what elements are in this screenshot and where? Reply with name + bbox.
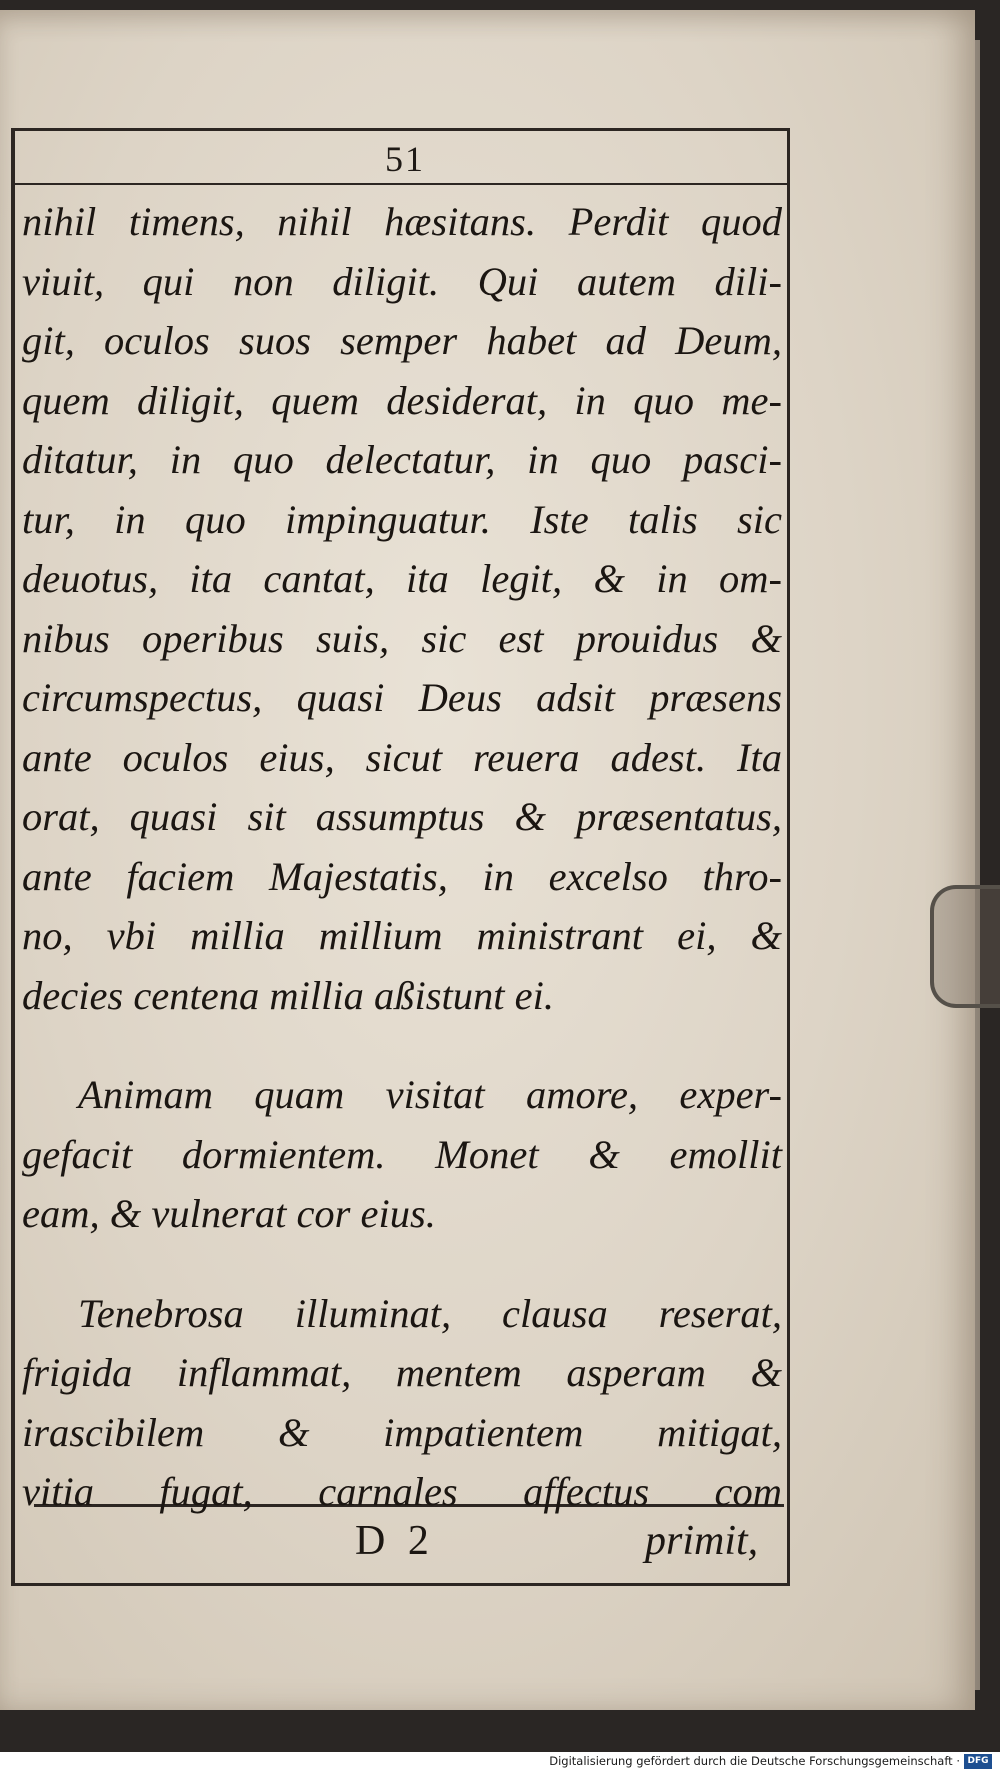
text-line: quem diligit, quem desiderat, in quo me- — [22, 377, 782, 423]
text-line: ditatur, in quo delectatur, in quo pasci- — [22, 437, 782, 482]
text-line: vitia fugat, carnales affectus com — [22, 1469, 782, 1514]
page-clip — [930, 885, 1000, 1008]
text-line: tur, in quo impinguatur. Iste talis sic — [22, 496, 782, 542]
text-line: viuit, qui non diligit. Qui autem dili- — [22, 258, 782, 304]
text-line: no, vbi millia millium ministrant ei, & — [22, 913, 782, 958]
text-line: circumspectus, quasi Deus adsit præsens — [22, 675, 782, 720]
text-line: nihil timens, nihil hæsitans. Perdit quod — [22, 199, 782, 244]
text-line: deuotus, ita cantat, ita legit, & in om- — [22, 556, 782, 601]
text-line: ante faciem Majestatis, in excelso thro- — [22, 853, 782, 899]
text-line: eam, & vulnerat cor eius. — [22, 1191, 436, 1236]
digitization-credit: Digitalisierung gefördert durch die Deutsche Forschungsgemeinschaft · — [549, 1754, 960, 1768]
text-line: Animam quam visitat amore, exper- — [78, 1072, 782, 1117]
text-line: ante oculos eius, sicut reuera adest. Ita — [22, 734, 782, 780]
text-line: frigida inflammat, mentem asperam & — [22, 1350, 782, 1395]
text-line: orat, quasi sit assumptus & præsentatus, — [22, 794, 782, 839]
text-line: gefacit dormientem. Monet & emollit — [22, 1131, 782, 1177]
paragraph-gap — [22, 1244, 782, 1284]
catchword: primit, — [645, 1518, 759, 1564]
header-rule — [11, 183, 787, 185]
signature-mark: D 2 — [355, 1518, 435, 1564]
dfg-logo-icon: DFG — [964, 1754, 992, 1769]
text-line: nibus operibus suis, sic est prouidus & — [22, 615, 782, 661]
page-number: 51 — [385, 139, 425, 179]
body-text — [22, 192, 782, 1522]
text-line: Tenebrosa illuminat, clausa reserat, — [78, 1290, 782, 1336]
text-line: decies centena millia aßistunt ei. — [22, 972, 554, 1018]
text-line: git, oculos suos semper habet ad Deum, — [22, 318, 782, 363]
text-line: irascibilem & impatientem mitigat, — [22, 1409, 782, 1455]
paragraph-gap — [22, 1025, 782, 1065]
